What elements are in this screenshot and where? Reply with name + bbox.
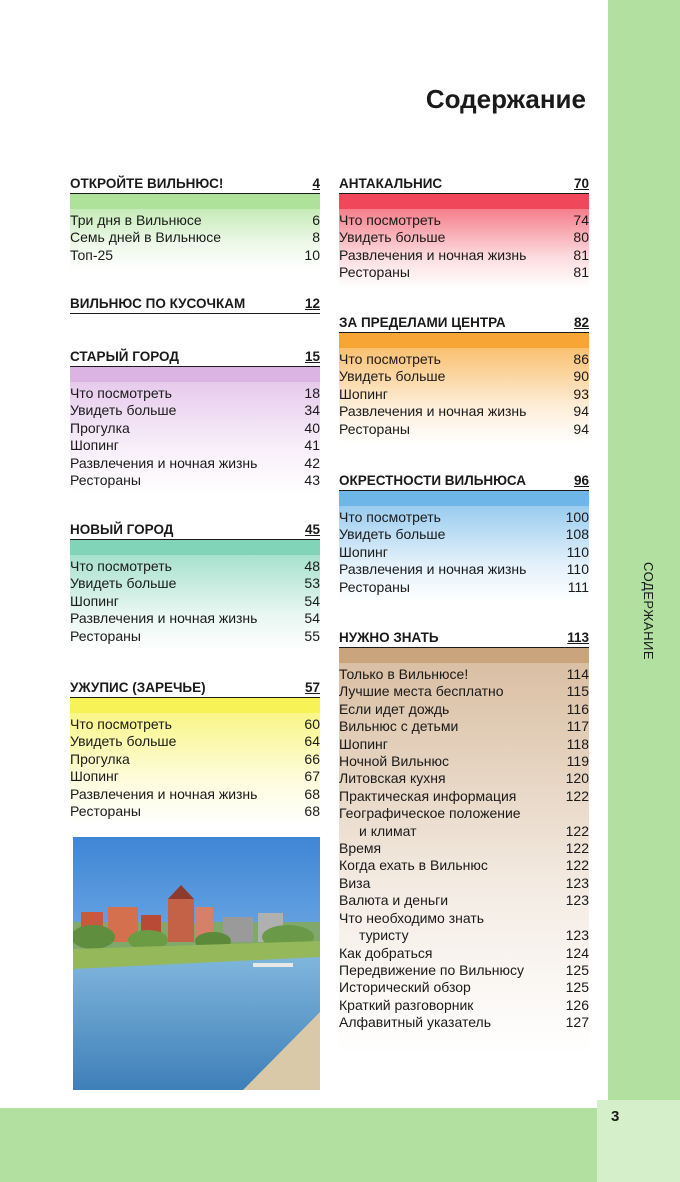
section-heading-page: 15 bbox=[304, 349, 320, 364]
toc-entry-page: 123 bbox=[565, 892, 589, 909]
toc-entry-page: 81 bbox=[573, 246, 589, 263]
toc-entry-label: Лучшие места бесплатно bbox=[339, 683, 504, 700]
section-heading-label: УЖУПИС (ЗАРЕЧЬЕ) bbox=[70, 680, 206, 695]
toc-entry[interactable] bbox=[70, 455, 320, 472]
toc-entry[interactable] bbox=[339, 368, 589, 385]
toc-entry[interactable] bbox=[339, 753, 589, 770]
river-landscape-illustration bbox=[73, 837, 320, 1090]
toc-entry[interactable] bbox=[339, 701, 589, 718]
toc-entry[interactable] bbox=[339, 666, 589, 683]
toc-entry[interactable] bbox=[70, 628, 320, 645]
toc-entry-label: Рестораны bbox=[339, 264, 410, 281]
toc-entry-label: туристу bbox=[359, 927, 409, 944]
toc-entry[interactable] bbox=[339, 386, 589, 403]
toc-entry[interactable] bbox=[339, 840, 589, 857]
toc-entry[interactable] bbox=[339, 962, 589, 979]
toc-entry-label: Валюта и деньги bbox=[339, 892, 449, 909]
toc-entry[interactable] bbox=[70, 751, 320, 768]
toc-entry-label: Передвижение по Вильнюсу bbox=[339, 961, 525, 978]
toc-entry[interactable] bbox=[339, 892, 589, 909]
toc-entry-label: Увидеть больше bbox=[70, 575, 177, 592]
toc-entry-page: 118 bbox=[566, 735, 589, 752]
toc-entry-label: Как добраться bbox=[339, 944, 433, 961]
toc-entry-label: Шопинг bbox=[70, 768, 119, 785]
toc-entry[interactable] bbox=[339, 403, 589, 420]
section-color-bar bbox=[339, 333, 589, 348]
toc-entry[interactable] bbox=[70, 212, 320, 229]
toc-entry[interactable] bbox=[70, 593, 320, 610]
toc-entry[interactable] bbox=[339, 910, 589, 927]
toc-entry-page: 119 bbox=[566, 753, 589, 770]
toc-entry-page bbox=[583, 805, 589, 822]
toc-entry[interactable] bbox=[70, 472, 320, 489]
toc-entry-label: и климат bbox=[359, 822, 417, 839]
section-surroundings bbox=[339, 473, 589, 602]
toc-entry-label: Развлечения и ночная жизнь bbox=[339, 246, 527, 263]
toc-entry[interactable] bbox=[339, 718, 589, 735]
toc-entry-page: 64 bbox=[304, 733, 320, 750]
section-items bbox=[70, 209, 320, 270]
toc-entry-page: 40 bbox=[304, 419, 320, 436]
section-color-bar bbox=[339, 491, 589, 506]
section-heading-page: 12 bbox=[304, 296, 320, 311]
section-items bbox=[339, 209, 589, 288]
section-heading-label: НОВЫЙ ГОРОД bbox=[70, 522, 174, 537]
toc-entry[interactable] bbox=[339, 945, 589, 962]
toc-entry[interactable] bbox=[339, 229, 589, 246]
toc-entry[interactable] bbox=[339, 997, 589, 1014]
toc-entry-label: Алфавитный указатель bbox=[339, 1014, 491, 1031]
section-new-town bbox=[70, 522, 320, 651]
toc-entry-label: Время bbox=[339, 840, 382, 857]
section-heading-label: НУЖНО ЗНАТЬ bbox=[339, 630, 439, 645]
section-heading[interactable] bbox=[70, 680, 320, 698]
toc-entry-label: Прогулка bbox=[70, 750, 130, 767]
toc-entry-label: Практическая информация bbox=[339, 787, 517, 804]
toc-entry[interactable] bbox=[339, 857, 589, 874]
toc-entry-page bbox=[583, 910, 589, 927]
section-heading[interactable] bbox=[339, 630, 589, 648]
toc-entry-label: Что посмотреть bbox=[339, 351, 441, 367]
toc-entry[interactable] bbox=[70, 786, 320, 803]
toc-entry-page: 123 bbox=[565, 927, 589, 944]
toc-entry-label: Только в Вильнюсе! bbox=[339, 666, 469, 682]
toc-entry[interactable] bbox=[339, 351, 589, 368]
toc-entry-page: 122 bbox=[565, 822, 589, 839]
section-items bbox=[339, 348, 589, 444]
toc-entry[interactable] bbox=[70, 420, 320, 437]
toc-entry-label: Прогулка bbox=[70, 419, 130, 436]
section-items bbox=[70, 555, 320, 651]
section-color-bar bbox=[70, 194, 320, 209]
toc-entry[interactable] bbox=[70, 558, 320, 575]
toc-entry-page: 68 bbox=[304, 803, 320, 820]
section-heading[interactable] bbox=[339, 315, 589, 333]
toc-entry-page: 125 bbox=[565, 961, 589, 978]
toc-entry[interactable] bbox=[339, 561, 589, 578]
section-heading-page: 4 bbox=[312, 176, 320, 191]
vilnius-river-photo bbox=[73, 837, 320, 1090]
toc-entry[interactable] bbox=[339, 247, 589, 264]
toc-entry[interactable] bbox=[70, 247, 320, 264]
toc-entry-label: Что посмотреть bbox=[339, 212, 441, 228]
toc-entry-label: Развлечения и ночная жизнь bbox=[70, 785, 258, 802]
toc-entry-page: 100 bbox=[565, 509, 589, 525]
section-items bbox=[339, 506, 589, 602]
toc-entry[interactable] bbox=[339, 421, 589, 438]
toc-entry-label: Рестораны bbox=[70, 803, 141, 820]
toc-entry-page: 6 bbox=[312, 212, 320, 228]
toc-entry[interactable] bbox=[339, 823, 589, 840]
toc-entry-label: Рестораны bbox=[70, 472, 141, 489]
toc-entry-page: 34 bbox=[304, 402, 320, 419]
toc-entry[interactable] bbox=[339, 736, 589, 753]
section-heading-page: 57 bbox=[304, 680, 320, 695]
toc-entry[interactable] bbox=[339, 927, 589, 944]
toc-entry-label: Шопинг bbox=[339, 385, 388, 402]
toc-entry[interactable] bbox=[339, 770, 589, 787]
toc-entry[interactable] bbox=[70, 803, 320, 820]
toc-entry-page: 108 bbox=[565, 526, 589, 543]
section-heading-label: ВИЛЬНЮС ПО КУСОЧКАМ bbox=[70, 296, 246, 311]
toc-entry-label: Увидеть больше bbox=[70, 402, 177, 419]
toc-entry-page: 60 bbox=[304, 716, 320, 732]
toc-entry[interactable] bbox=[70, 385, 320, 402]
toc-entry-page: 81 bbox=[573, 264, 589, 281]
toc-entry-page: 68 bbox=[304, 785, 320, 802]
toc-entry[interactable] bbox=[339, 683, 589, 700]
section-color-bar bbox=[70, 540, 320, 555]
side-section-label: СОДЕРЖАНИЕ bbox=[641, 562, 656, 661]
toc-entry-label: Увидеть больше bbox=[339, 229, 446, 246]
section-heading[interactable] bbox=[339, 176, 589, 194]
toc-entry-label: Литовская кухня bbox=[339, 770, 446, 787]
section-heading-page: 96 bbox=[573, 473, 589, 488]
toc-entry[interactable] bbox=[339, 526, 589, 543]
toc-entry-label: Шопинг bbox=[339, 543, 388, 560]
toc-entry[interactable] bbox=[339, 579, 589, 596]
toc-entry[interactable] bbox=[70, 437, 320, 454]
toc-entry-label: Что посмотреть bbox=[70, 558, 172, 574]
toc-entry-page: 94 bbox=[573, 403, 589, 420]
toc-entry-page: 53 bbox=[304, 575, 320, 592]
toc-entry-label: Увидеть больше bbox=[339, 368, 446, 385]
section-need-to-know bbox=[339, 630, 589, 1054]
section-items bbox=[70, 382, 320, 495]
toc-entry-label: Что необходимо знать bbox=[339, 909, 485, 926]
toc-entry-label: Рестораны bbox=[339, 420, 410, 437]
section-heading-label: ОТКРОЙТЕ ВИЛЬНЮС! bbox=[70, 176, 224, 191]
section-beyond-center bbox=[339, 315, 589, 444]
toc-entry-page: 115 bbox=[566, 683, 589, 700]
toc-entry-label: Развлечения и ночная жизнь bbox=[70, 454, 258, 471]
toc-entry[interactable] bbox=[339, 212, 589, 229]
toc-entry-label: Исторический обзор bbox=[339, 979, 471, 996]
section-heading-label: ЗА ПРЕДЕЛАМИ ЦЕНТРА bbox=[339, 315, 506, 330]
bottom-color-band bbox=[0, 1108, 608, 1182]
toc-entry-label: Шопинг bbox=[70, 437, 119, 454]
section-heading-page: 82 bbox=[573, 315, 589, 330]
toc-entry-page: 18 bbox=[304, 385, 320, 401]
toc-entry[interactable] bbox=[70, 229, 320, 246]
toc-entry[interactable] bbox=[339, 1014, 589, 1031]
toc-entry-page: 8 bbox=[312, 229, 320, 246]
toc-entry-page: 67 bbox=[304, 768, 320, 785]
toc-entry-page: 93 bbox=[573, 385, 589, 402]
section-items bbox=[70, 713, 320, 826]
toc-entry[interactable] bbox=[339, 264, 589, 281]
toc-entry-label: Увидеть больше bbox=[339, 526, 446, 543]
toc-entry-page: 124 bbox=[565, 944, 589, 961]
toc-entry-page: 94 bbox=[573, 420, 589, 437]
section-color-bar bbox=[339, 648, 589, 663]
toc-entry[interactable] bbox=[70, 733, 320, 750]
toc-entry-page: 111 bbox=[567, 578, 589, 595]
section-color-bar bbox=[70, 698, 320, 713]
page-number-box bbox=[597, 1100, 680, 1182]
toc-entry-label: Развлечения и ночная жизнь bbox=[339, 561, 527, 578]
section-heading-page: 113 bbox=[567, 630, 589, 645]
toc-entry[interactable] bbox=[339, 788, 589, 805]
section-open-vilnius bbox=[70, 176, 320, 270]
toc-entry-label: Географическое положение bbox=[339, 805, 521, 822]
section-heading-label: АНТАКАЛЬНИС bbox=[339, 176, 443, 191]
toc-entry-label: Развлечения и ночная жизнь bbox=[339, 403, 527, 420]
toc-entry-label: Шопинг bbox=[339, 735, 388, 752]
page-title: Содержание bbox=[425, 84, 586, 114]
section-pieces bbox=[70, 296, 320, 314]
toc-entry-page: 110 bbox=[566, 561, 589, 578]
toc-entry-label: Когда ехать в Вильнюс bbox=[339, 857, 488, 874]
toc-entry-label: Краткий разговорник bbox=[339, 996, 474, 1013]
toc-entry[interactable] bbox=[339, 805, 589, 822]
toc-entry-page: 41 bbox=[304, 437, 320, 454]
toc-entry-page: 114 bbox=[566, 666, 589, 682]
toc-entry[interactable] bbox=[70, 716, 320, 733]
toc-entry-page: 48 bbox=[304, 558, 320, 574]
toc-entry-label: Шопинг bbox=[70, 592, 119, 609]
toc-entry[interactable] bbox=[70, 768, 320, 785]
toc-entry-label: Три дня в Вильнюсе bbox=[70, 212, 202, 228]
toc-entry-page: 122 bbox=[565, 787, 589, 804]
toc-entry-page: 122 bbox=[565, 840, 589, 857]
toc-entry-label: Топ-25 bbox=[70, 246, 114, 263]
section-color-bar bbox=[70, 367, 320, 382]
toc-entry-page: 43 bbox=[304, 472, 320, 489]
toc-entry-page: 123 bbox=[565, 874, 589, 891]
toc-entry[interactable] bbox=[70, 610, 320, 627]
toc-entry-label: Семь дней в Вильнюсе bbox=[70, 229, 222, 246]
section-old-town bbox=[70, 349, 320, 495]
section-heading[interactable] bbox=[70, 176, 320, 194]
toc-entry-page: 122 bbox=[565, 857, 589, 874]
toc-entry-page: 120 bbox=[565, 770, 589, 787]
toc-entry[interactable] bbox=[339, 509, 589, 526]
toc-entry-page: 110 bbox=[566, 543, 589, 560]
toc-entry-page: 66 bbox=[304, 750, 320, 767]
toc-entry-page: 54 bbox=[304, 610, 320, 627]
toc-entry[interactable] bbox=[339, 875, 589, 892]
section-heading-page: 45 bbox=[304, 522, 320, 537]
section-uzupis bbox=[70, 680, 320, 826]
toc-entry-label: Рестораны bbox=[70, 627, 141, 644]
section-color-bar bbox=[339, 194, 589, 209]
section-heading[interactable] bbox=[339, 473, 589, 491]
toc-entry-label: Увидеть больше bbox=[70, 733, 177, 750]
section-heading-label: СТАРЫЙ ГОРОД bbox=[70, 349, 179, 364]
toc-entry[interactable] bbox=[339, 544, 589, 561]
toc-entry-page: 125 bbox=[565, 979, 589, 996]
page-number: 3 bbox=[611, 1108, 620, 1125]
toc-entry[interactable] bbox=[339, 979, 589, 996]
toc-entry-label: Развлечения и ночная жизнь bbox=[70, 610, 258, 627]
toc-entry-label: Что посмотреть bbox=[70, 716, 172, 732]
toc-entry-label: Виза bbox=[339, 874, 371, 891]
toc-entry-page: 116 bbox=[566, 700, 589, 717]
toc-entry-page: 74 bbox=[573, 212, 589, 228]
section-items bbox=[339, 663, 589, 1054]
toc-entry-page: 42 bbox=[304, 454, 320, 471]
toc-entry-label: Рестораны bbox=[339, 578, 410, 595]
toc-entry-page: 10 bbox=[304, 246, 320, 263]
toc-entry-label: Вильнюс с детьми bbox=[339, 718, 459, 735]
section-heading[interactable] bbox=[70, 522, 320, 540]
toc-entry-page: 55 bbox=[304, 627, 320, 644]
toc-entry-page: 117 bbox=[566, 718, 589, 735]
section-heading-label: ОКРЕСТНОСТИ ВИЛЬНЮСА bbox=[339, 473, 527, 488]
toc-entry-page: 127 bbox=[565, 1014, 589, 1031]
toc-entry-label: Если идет дождь bbox=[339, 700, 450, 717]
toc-entry-page: 90 bbox=[573, 368, 589, 385]
section-heading-page: 70 bbox=[573, 176, 589, 191]
toc-entry-label: Ночной Вильнюс bbox=[339, 753, 449, 770]
toc-entry-page: 54 bbox=[304, 592, 320, 609]
toc-entry[interactable] bbox=[70, 402, 320, 419]
toc-entry[interactable] bbox=[70, 575, 320, 592]
toc-entry-label: Что посмотреть bbox=[339, 509, 441, 525]
section-heading[interactable] bbox=[70, 296, 320, 314]
section-heading[interactable] bbox=[70, 349, 320, 367]
toc-entry-page: 126 bbox=[565, 996, 589, 1013]
toc-entry-page: 86 bbox=[573, 351, 589, 367]
toc-entry-page: 80 bbox=[573, 229, 589, 246]
section-antakalnis bbox=[339, 176, 589, 288]
toc-entry-label: Что посмотреть bbox=[70, 385, 172, 401]
